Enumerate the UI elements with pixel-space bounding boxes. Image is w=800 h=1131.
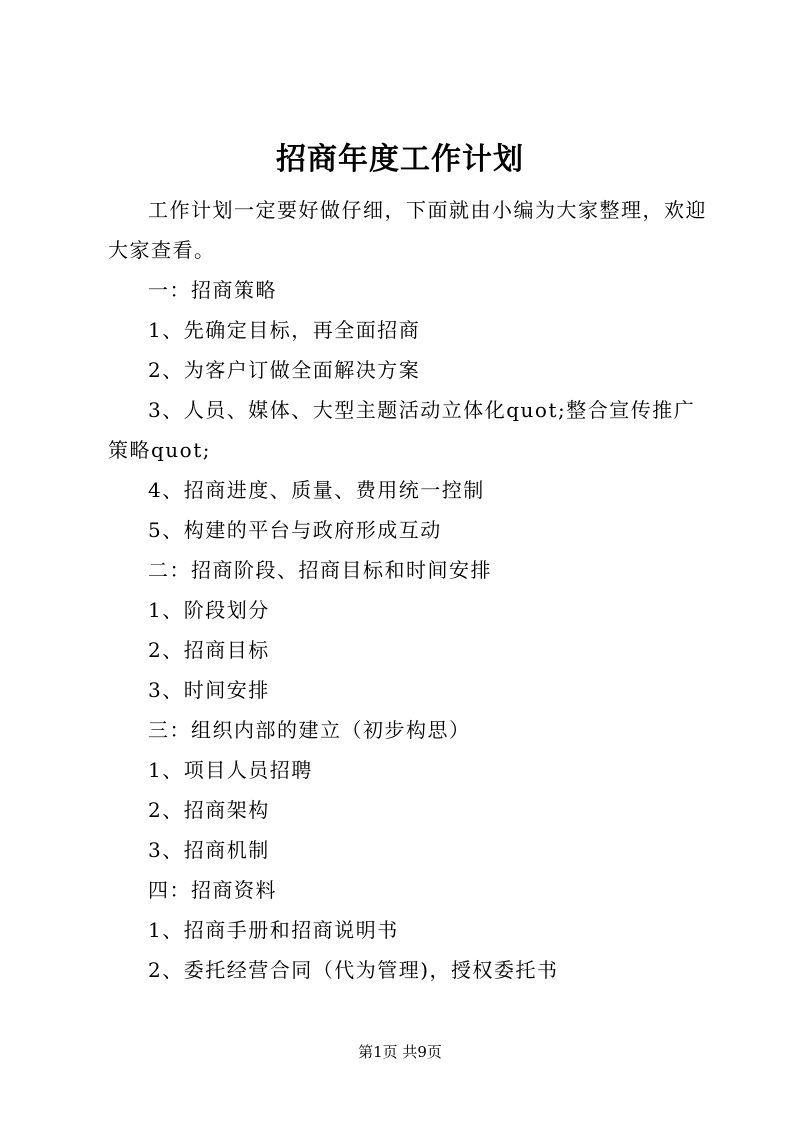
list-item: 3、招商机制 <box>148 838 270 862</box>
document-body <box>108 190 712 990</box>
list-item: 1、项目人员招聘 <box>148 758 313 782</box>
section-heading-4: 四：招商资料 <box>148 878 277 902</box>
list-item: 2、招商目标 <box>148 638 270 662</box>
document-title: 招商年度工作计划 <box>276 142 524 177</box>
list-item: 1、先确定目标，再全面招商 <box>148 318 421 342</box>
section-heading-3: 三：组织内部的建立（初步构思） <box>148 718 471 742</box>
list-item: 1、招商手册和招商说明书 <box>148 918 399 942</box>
section-heading-1: 一：招商策略 <box>148 278 277 302</box>
page-footer: 第1页 共9页 <box>358 1043 442 1061</box>
list-item: 3、时间安排 <box>148 678 270 702</box>
list-item: 5、构建的平台与政府形成互动 <box>148 518 442 542</box>
list-item: 2、为客户订做全面解决方案 <box>148 358 421 382</box>
paragraph-intro: 工作计划一定要好做仔细，下面就由小编为大家整理，欢迎大家查看。 <box>108 198 707 262</box>
section-heading-2: 二：招商阶段、招商目标和时间安排 <box>148 558 492 582</box>
list-item: 2、招商架构 <box>148 798 270 822</box>
list-item: 2、委托经营合同（代为管理)，授权委托书 <box>148 958 559 982</box>
list-item: 4、招商进度、质量、费用统一控制 <box>148 478 485 502</box>
list-item: 1、阶段划分 <box>148 598 270 622</box>
list-item: 3、人员、媒体、大型主题活动立体化quot;整合宣传推广策略quot; <box>108 398 696 462</box>
